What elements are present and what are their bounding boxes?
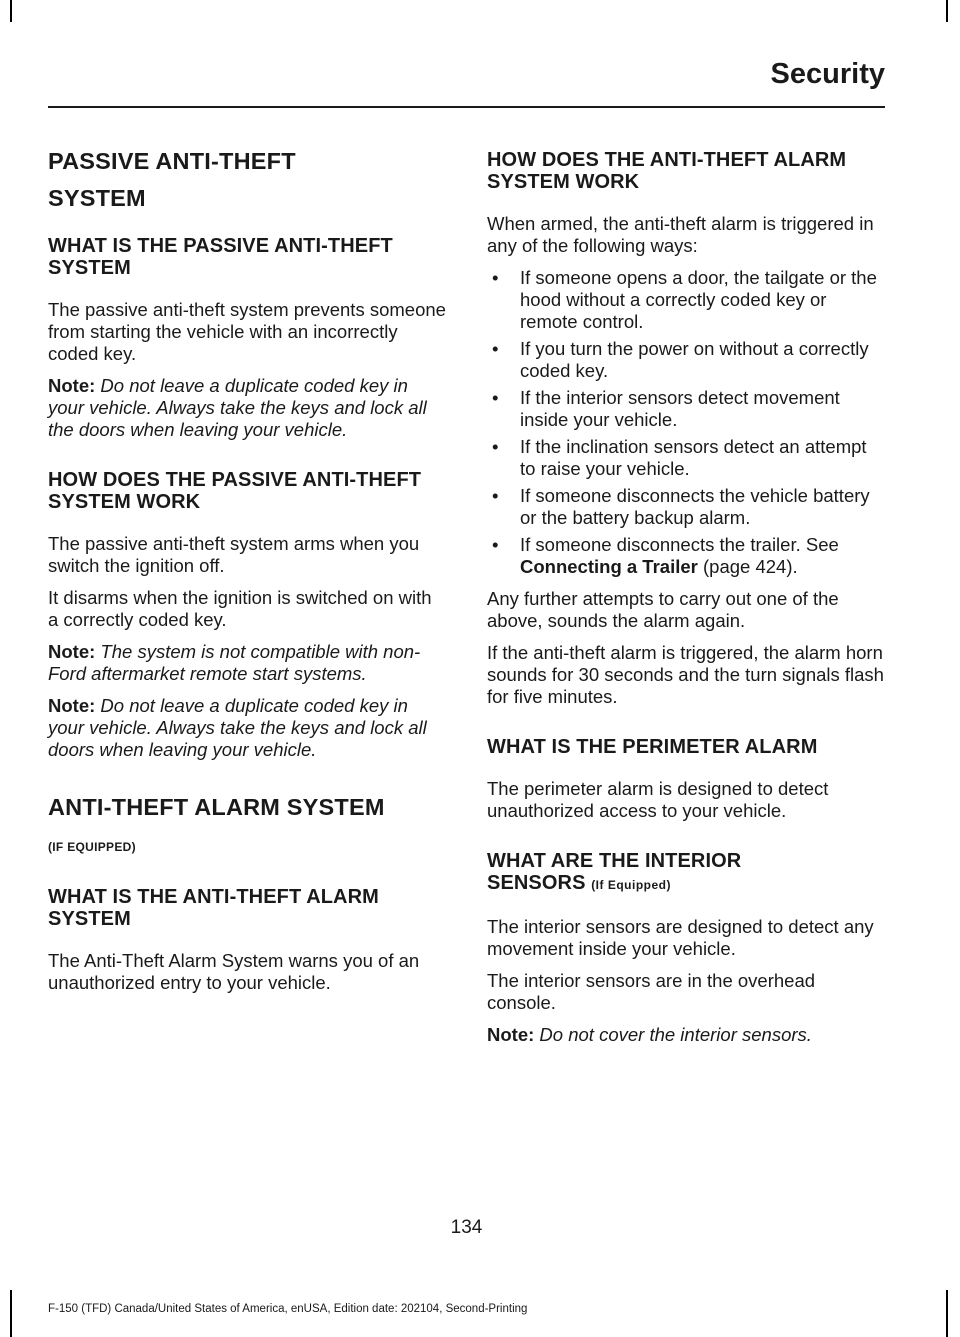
heading-line: SYSTEM xyxy=(48,185,146,211)
heading-line: PASSIVE ANTI-THEFT xyxy=(48,148,296,174)
list-item-text: If someone disconnects the trailer. See xyxy=(520,534,839,555)
note-text: Do not leave a duplicate coded key in your vehicle. Always take the keys and lock all doors when leaving your vehicle. xyxy=(48,695,427,760)
paragraph: The passive anti-theft system prevents someone from starting the vehicle with an incorrectly coded key. xyxy=(48,299,446,364)
list-item: • If someone disconnects the vehicle battery or the battery backup alarm. xyxy=(487,485,885,529)
heading-how-alarm: HOW DOES THE ANTI-THEFT ALARM SYSTEM WORK xyxy=(487,149,847,193)
paragraph: It disarms when the ignition is switched on with a correctly coded key. xyxy=(48,587,432,630)
paragraph: If the anti-theft alarm is triggered, the alarm horn sounds for 30 seconds and the turn signals flash for five minutes. xyxy=(487,642,884,707)
note-label: Note: xyxy=(48,375,96,396)
crop-mark xyxy=(946,0,948,22)
note-label: Note: xyxy=(48,641,96,662)
note-label: Note: xyxy=(48,695,96,716)
if-equipped-tag: (If Equipped) xyxy=(591,878,672,892)
crop-mark xyxy=(10,1290,12,1337)
heading-what-is-alarm: WHAT IS THE ANTI-THEFT ALARM SYSTEM xyxy=(48,886,379,930)
list-item xyxy=(487,534,885,578)
page-reference: (page 424). xyxy=(703,556,798,577)
section-title: Security xyxy=(770,58,885,90)
heading-what-is-passive: WHAT IS THE PASSIVE ANTI-THEFT SYSTEM xyxy=(48,235,393,279)
cross-reference-link[interactable]: Connecting a Trailer xyxy=(520,556,698,577)
if-equipped-tag: (IF EQUIPPED) xyxy=(48,840,136,854)
header-divider xyxy=(48,106,885,108)
heading-line: SENSORS xyxy=(487,872,586,894)
paragraph: When armed, the anti-theft alarm is triggered in any of the following ways: xyxy=(487,213,874,256)
right-column xyxy=(487,143,885,1056)
paragraph: The perimeter alarm is designed to detect unauthorized access to your vehicle. xyxy=(487,778,829,821)
heading-how-passive: HOW DOES THE PASSIVE ANTI-THEFT SYSTEM WORK xyxy=(48,469,422,513)
note xyxy=(48,695,446,761)
note-label: Note: xyxy=(487,1024,535,1045)
paragraph: The interior sensors are in the overhead console. xyxy=(487,970,816,1013)
paragraph: The interior sensors are designed to detect any movement inside your vehicle. xyxy=(487,916,874,959)
left-column xyxy=(48,143,446,1004)
note xyxy=(487,1024,885,1046)
note xyxy=(48,641,446,685)
note-text: Do not leave a duplicate coded key in your vehicle. Always take the keys and lock all the doors when leaving your vehicle. xyxy=(48,375,427,440)
list-item: • If someone opens a door, the tailgate or the hood without a correctly coded key or remote control. xyxy=(487,267,885,333)
paragraph: Any further attempts to carry out one of the above, sounds the alarm again. xyxy=(487,588,839,631)
footer-edition: F-150 (TFD) Canada/United States of America, enUSA, Edition date: 202104, Second-Printing xyxy=(48,1303,528,1315)
heading-perimeter-alarm: WHAT IS THE PERIMETER ALARM xyxy=(487,736,818,758)
crop-mark xyxy=(946,1290,948,1337)
heading-passive-anti-theft xyxy=(48,143,446,217)
trigger-list xyxy=(487,267,885,578)
paragraph: The Anti-Theft Alarm System warns you of an unauthorized entry to your vehicle. xyxy=(48,950,420,993)
heading-interior-sensors xyxy=(487,850,885,896)
note-text: Do not cover the interior sensors. xyxy=(539,1024,812,1045)
list-item: • If you turn the power on without a correctly coded key. xyxy=(487,338,885,382)
list-item: • If the interior sensors detect movement inside your vehicle. xyxy=(487,387,885,431)
note-text: The system is not compatible with non-Ford aftermarket remote start systems. xyxy=(48,641,421,684)
paragraph: The passive anti-theft system arms when you switch the ignition off. xyxy=(48,533,420,576)
list-item: • If the inclination sensors detect an attempt to raise your vehicle. xyxy=(487,436,885,480)
page-number: 134 xyxy=(450,1217,483,1238)
crop-mark xyxy=(10,0,12,22)
page-header xyxy=(0,58,885,91)
heading-line: WHAT ARE THE INTERIOR xyxy=(487,850,742,872)
heading-anti-theft-alarm: ANTI-THEFT ALARM SYSTEM xyxy=(48,794,385,820)
note xyxy=(48,375,446,441)
